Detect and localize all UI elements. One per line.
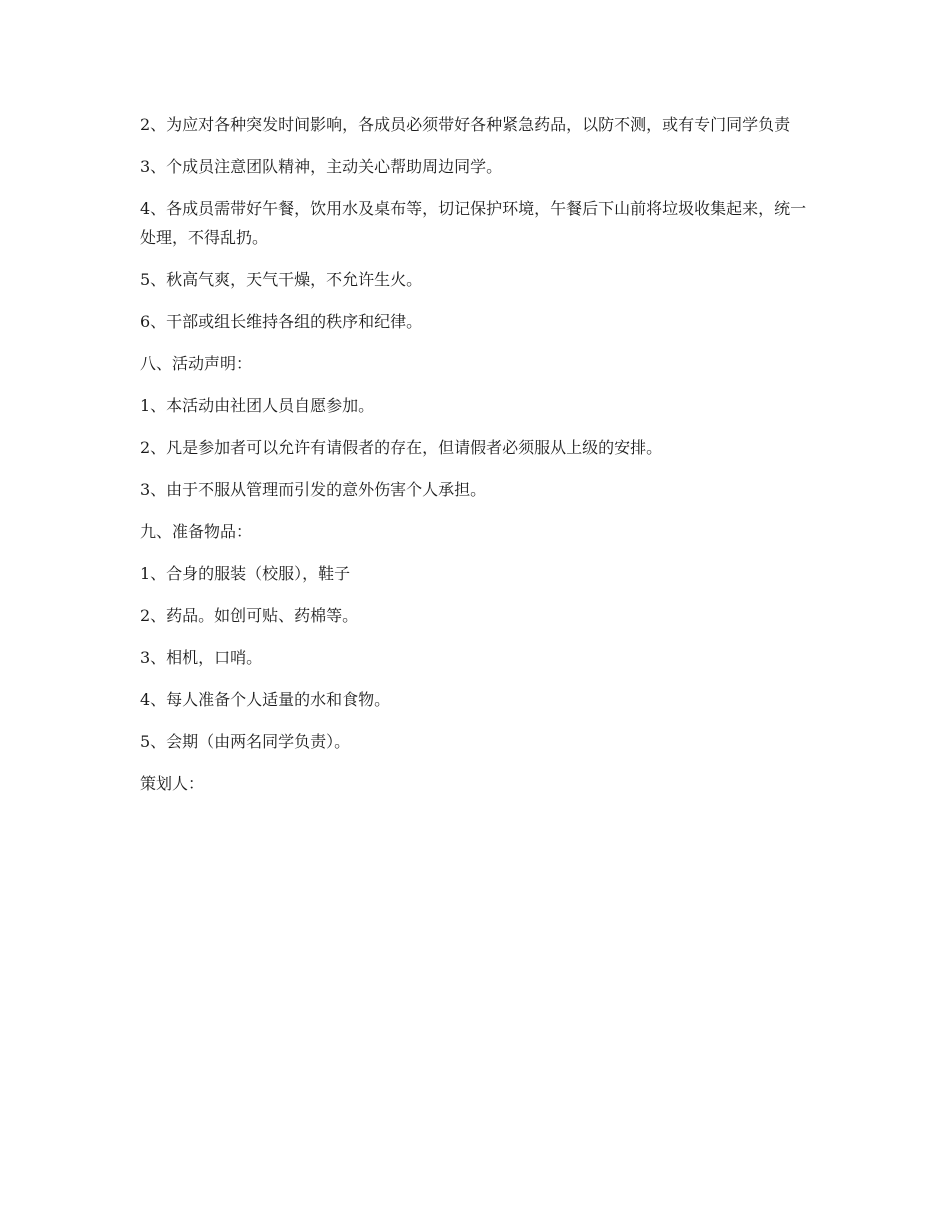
- paragraph-safety-item-5: 5、秋高气爽，天气干燥，不允许生火。: [140, 270, 423, 289]
- paragraph-supplies-item-1: 1、合身的服装（校服），鞋子: [140, 564, 351, 583]
- section-heading-supplies: 九、准备物品：: [140, 522, 253, 541]
- paragraph-safety-item-3: 3、个成员注意团队精神，主动关心帮助周边同学。: [140, 157, 503, 176]
- paragraph-supplies-item-5: 5、会期（由两名同学负责）。: [140, 732, 351, 751]
- paragraph-statement-item-2: 2、凡是参加者可以允许有请假者的存在，但请假者必须服从上级的安排。: [140, 438, 663, 457]
- planner-label: 策划人：: [140, 774, 205, 793]
- paragraph-safety-item-2: 2、为应对各种突发时间影响，各成员必须带好各种紧急药品，以防不测，或有专门同学负责: [140, 115, 791, 134]
- paragraph-supplies-item-4: 4、每人准备个人适量的水和食物。: [140, 690, 391, 709]
- paragraph-safety-item-4: 4、各成员需带好午餐，饮用水及桌布等，切记保护环境，午餐后下山前将垃圾收集起来，统一处理，不得乱扔。: [140, 199, 807, 247]
- paragraph-supplies-item-2: 2、药品。如创可贴、药棉等。: [140, 606, 359, 625]
- document-body: [140, 110, 810, 811]
- paragraph-safety-item-6: 6、干部或组长维持各组的秩序和纪律。: [140, 312, 423, 331]
- section-heading-statement: 八、活动声明：: [140, 354, 253, 373]
- paragraph-supplies-item-3: 3、相机，口哨。: [140, 648, 263, 667]
- paragraph-statement-item-1: 1、本活动由社团人员自愿参加。: [140, 396, 375, 415]
- paragraph-statement-item-3: 3、由于不服从管理而引发的意外伤害个人承担。: [140, 480, 487, 499]
